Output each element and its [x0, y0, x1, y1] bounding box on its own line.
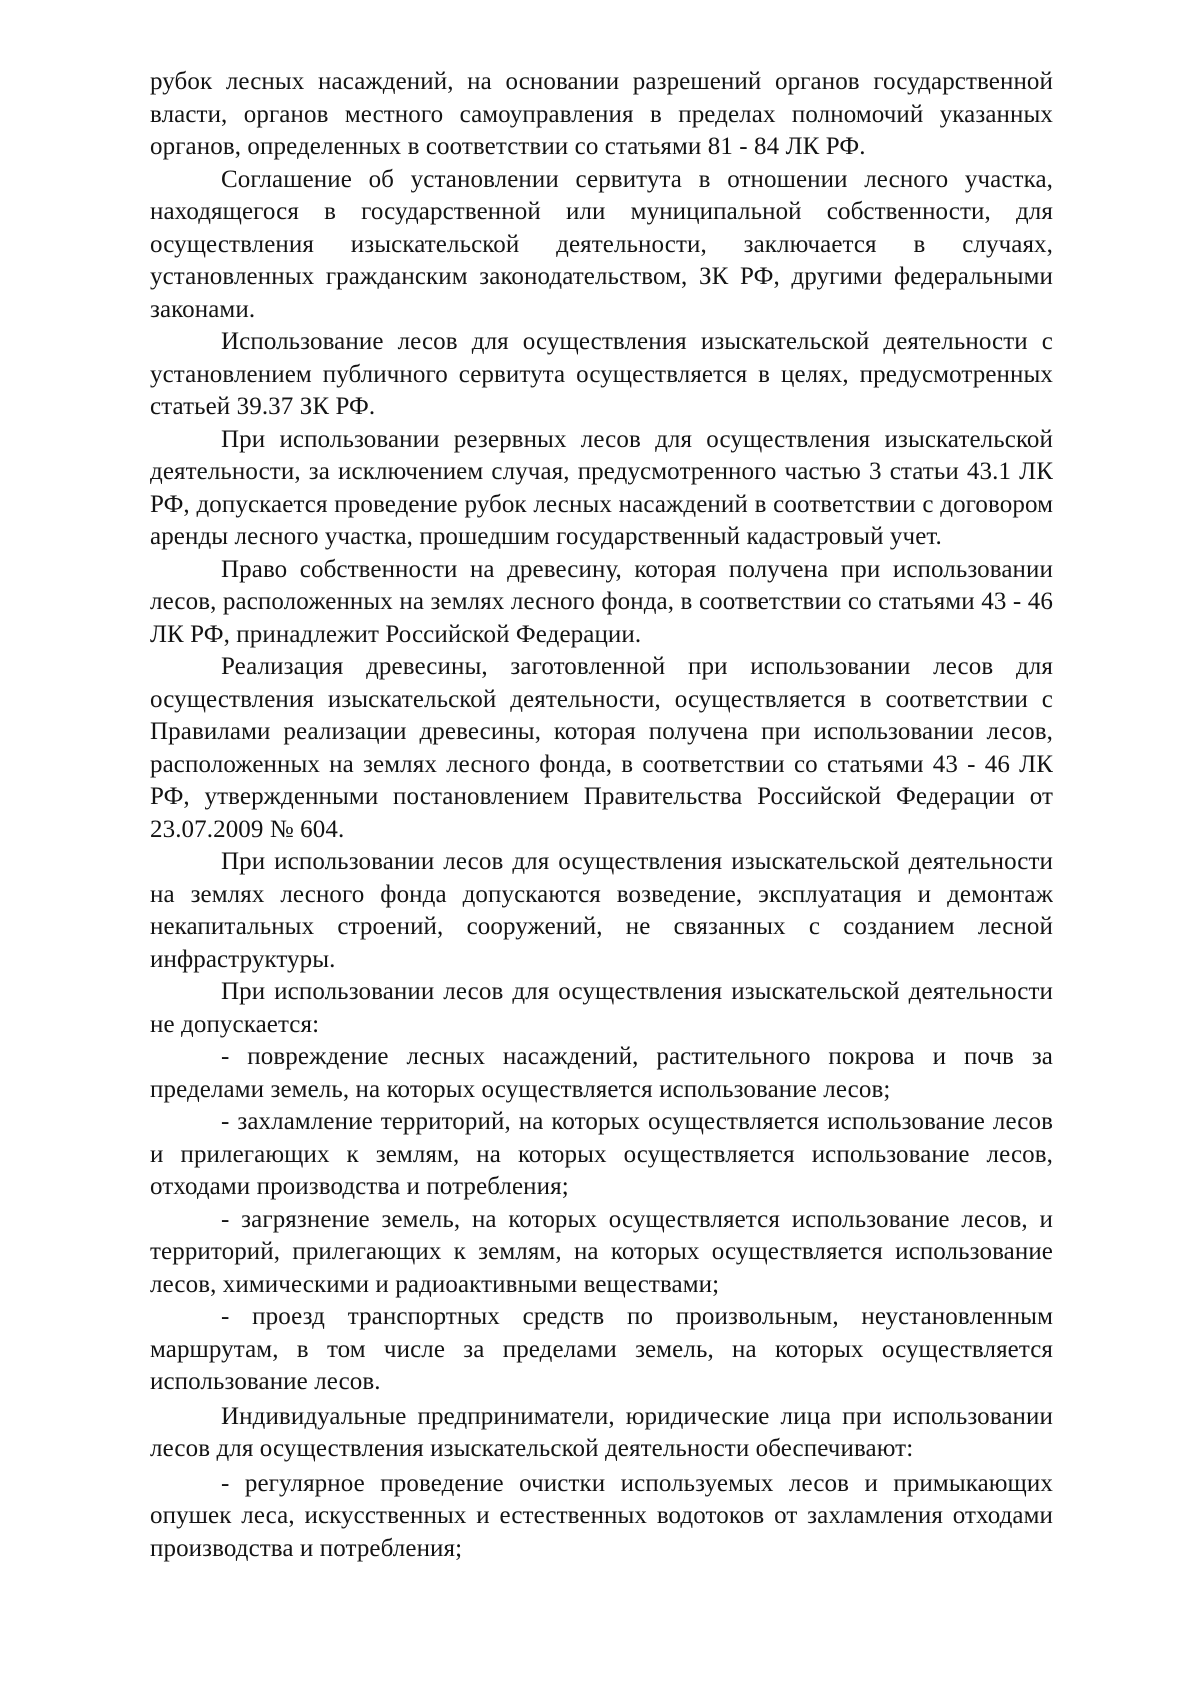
list-item-damage: - повреждение лесных насаждений, растительного покрова и почв за пределами земель, на которых осуществляется использование лесов; — [150, 1043, 1053, 1103]
list-item-cleaning: - регулярное проведение очистки используемых лесов и примыкающих опушек леса, искусственных и естественных водотоков от захламления отходами производства и потребления; — [150, 1469, 1053, 1562]
document-body — [150, 66, 1053, 1565]
paragraph-timber-ownership: Право собственности на древесину, которая получена при использовании лесов, расположенных на землях лесного фонда, в соответствии со статьями 43 - 46 ЛК РФ, принадлежит Российской Федерации. — [150, 555, 1053, 648]
list-item-littering: - захламление территорий, на которых осуществляется использование лесов и прилегающих к землям, на которых осуществляется использование лесов, отходами производства и потребления; — [150, 1108, 1053, 1200]
paragraph-temporary-structures: При использовании лесов для осуществления изыскательской деятельности на землях лесного фонда допускаются возведение, эксплуатация и демонтаж некапитальных строений, сооружений, не связанных с созданием лесной инфраструктуры. — [150, 848, 1053, 973]
paragraph-timber-sale: Реализация древесины, заготовленной при использовании лесов для осуществления изыскательской деятельности, осуществляется в соответствии с Правилами реализации древесины, которая получена при использовании лесов, расположенных на землях лесного фонда, в соответствии со статьями 43 - 46 ЛК РФ, утвержденными постановлением Правительства Российской Федерации от 23.07.2009 № 604. — [150, 653, 1053, 843]
paragraph-continuation: рубок лесных насаждений, на основании разрешений органов государственной власти, органов местного самоуправления в пределах полномочий указанных органов, определенных в соответствии со статьями 81 - 84 ЛК РФ. — [150, 68, 1053, 160]
paragraph-public-servitude: Использование лесов для осуществления изыскательской деятельности с установлением публичного сервитута осуществляется в целях, предусмотренных статьей 39.37 ЗК РФ. — [150, 328, 1053, 420]
list-item-vehicle-passage: - проезд транспортных средств по произвольным, неустановленным маршрутам, в том числе за пределами земель, на которых осуществляется использование лесов. — [150, 1303, 1053, 1395]
paragraph-servitude-agreement: Соглашение об установлении сервитута в отношении лесного участка, находящегося в государственной или муниципальной собственности, для осуществления изыскательской деятельности, заключается в случаях, установленных гражданским законодательством, ЗК РФ, другими федеральными законами. — [150, 165, 1053, 323]
paragraph-obligations-intro: Индивидуальные предприниматели, юридические лица при использовании лесов для осуществления изыскательской деятельности обеспечивают: — [150, 1402, 1053, 1462]
list-item-pollution: - загрязнение земель, на которых осуществляется использование лесов, и территорий, прилегающих к землям, на которых осуществляется использование лесов, химическими и радиоактивными веществами; — [150, 1205, 1053, 1298]
paragraph-reserve-forests: При использовании резервных лесов для осуществления изыскательской деятельности, за исключением случая, предусмотренного частью 3 статьи 43.1 ЛК РФ, допускается проведение рубок лесных насаждений в соответствии с договором аренды лесного участка, прошедшим государственный кадастровый учет. — [150, 425, 1053, 550]
paragraph-prohibitions-intro: При использовании лесов для осуществления изыскательской деятельности не допускается: — [150, 978, 1053, 1038]
